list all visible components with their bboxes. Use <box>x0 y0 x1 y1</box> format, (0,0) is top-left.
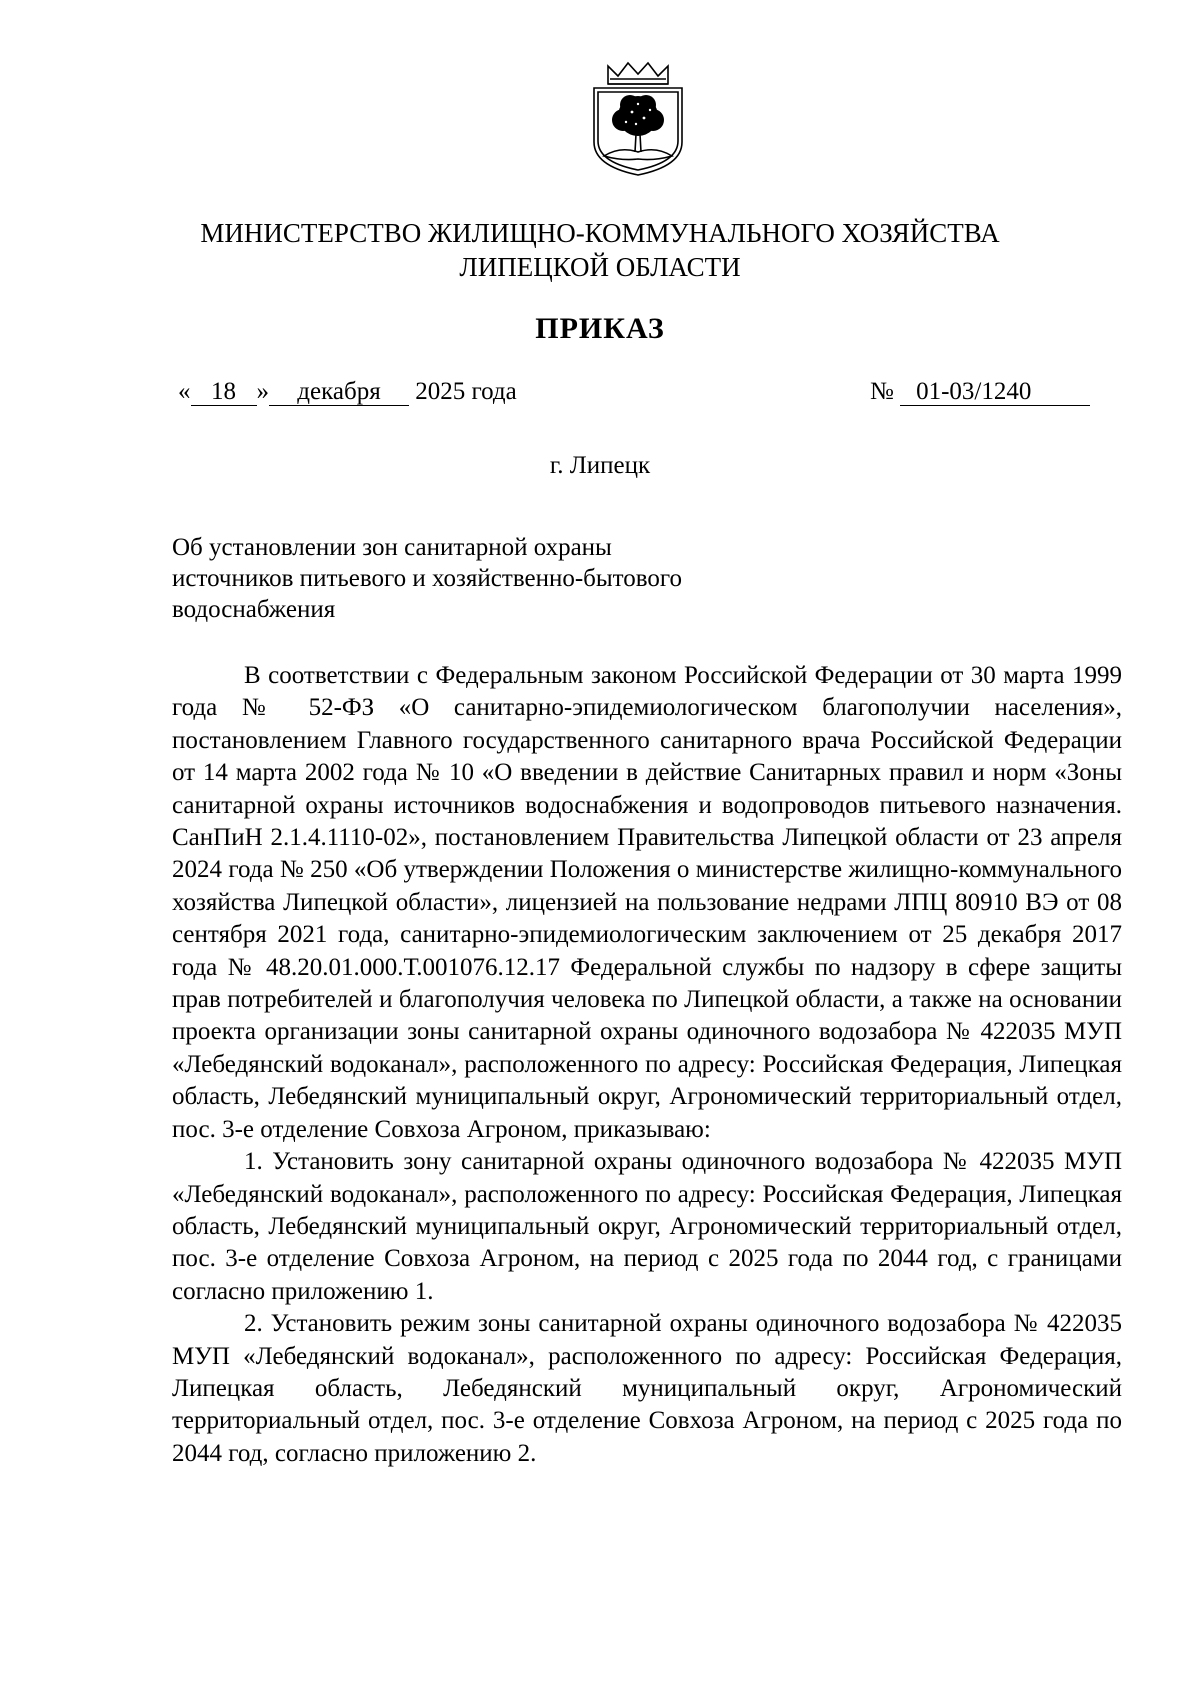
order-item-2: 2. Установить режим зоны санитарной охраны одиночного водозабора № 422035 МУП «Лебедянский водоканал», расположенного по адресу: Российская Федерация, Липецкая область, Лебедянский муниципальный округ, Агрономический территориальный отдел, пос. 3-е отделение Совхоза Агроном, на период с 2025 года по 2044 год, согласно приложению 2. <box>172 1310 1122 1467</box>
subject-line: водоснабжения <box>172 596 336 623</box>
order-item-1: 1. Установить зону санитарной охраны одиночного водозабора № 422035 МУП «Лебедянский водоканал», расположенного по адресу: Российская Федерация, Липецкая область, Лебедянский муниципальный округ, Агрономический территориальный отдел, пос. 3-е отделение Совхоза Агроном, на период с 2025 года по 2044 год, с границами согласно приложению 1. <box>172 1148 1122 1305</box>
ministry-name-line1: МИНИСТЕРСТВО ЖИЛИЩНО-КОММУНАЛЬНОГО ХОЗЯЙСТВА <box>200 218 1000 248</box>
number-sign: № <box>870 378 894 405</box>
order-date <box>178 376 517 408</box>
order-number <box>870 376 1090 408</box>
date-quote-open: « <box>178 378 191 405</box>
subject-line: Об установлении зон санитарной охраны <box>172 534 612 561</box>
date-year: 2025 года <box>415 378 517 405</box>
order-body <box>172 660 1122 1470</box>
coat-of-arms-icon <box>588 60 688 178</box>
preamble-paragraph: В соответствии с Федеральным законом Российской Федерации от 30 марта 1999 года № 52-ФЗ «О санитарно-эпидемиологическом благополучии населения», постановлением Главного государственного санитарного врача Российской Федерации от 14 марта 2002 года № 10 «О введении в действие Санитарных правил и норм «Зоны санитарной охраны источников водоснабжения и водопроводов питьевого назначения. СанПиН 2.1.4.1110-02», постановлением Правительства Липецкой области от 23 апреля 2024 года № 250 «Об утверждении Положения о министерстве жилищно-коммунального хозяйства Липецкой области», лицензией на пользование недрами ЛПЦ 80910 ВЭ от 08 сентября 2021 года, санитарно-эпидемиологическим заключением от 25 декабря 2017 года № 48.20.01.000.Т.001076.12.17 Федеральной службы по надзору в сфере защиты прав потребителей и благополучия человека по Липецкой области, а также на основании проекта организации зоны санитарной охраны одиночного водозабора № 422035 МУП «Лебедянский водоканал», расположенного по адресу: Российская Федерация, Липецкая область, Лебедянский муниципальный округ, Агрономический территориальный отдел, пос. 3-е отделение Совхоза Агроном, приказываю: <box>172 662 1122 1143</box>
number-value: 01-03/1240 <box>900 379 1090 406</box>
city: г. Липецк <box>549 452 651 479</box>
document-type: ПРИКАЗ <box>535 312 665 345</box>
date-quote-close: » <box>256 378 269 405</box>
date-day: 18 <box>191 379 257 406</box>
ministry-name-line2: ЛИПЕЦКОЙ ОБЛАСТИ <box>459 252 741 282</box>
order-subject <box>172 532 792 625</box>
date-month: декабря <box>269 379 409 406</box>
subject-line: источников питьевого и хозяйственно-бытового <box>172 565 683 592</box>
